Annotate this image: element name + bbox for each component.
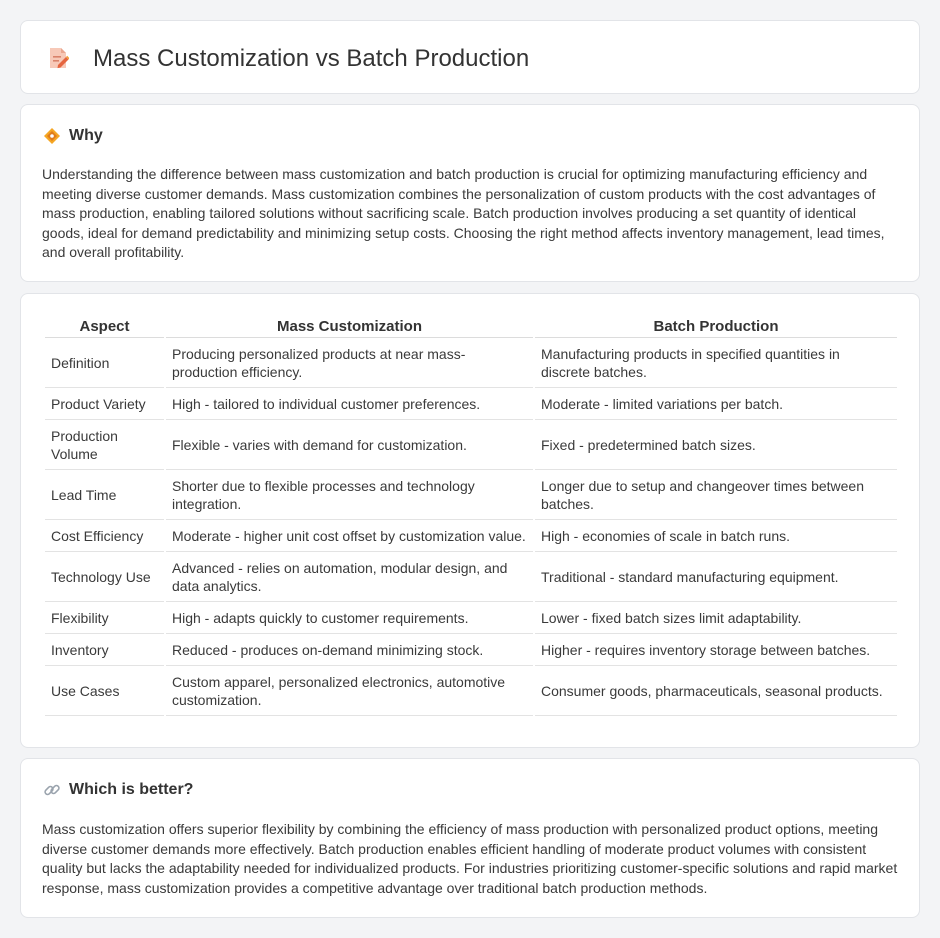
aspect-cell: Definition [45,338,164,388]
table-row [45,520,897,552]
mass-cell: Custom apparel, personalized electronics, automotive customization. [166,666,533,716]
header-mass-customization: Mass Customization [166,316,533,338]
table-row [45,552,897,602]
document-edit-icon [47,46,69,70]
batch-cell: Lower - fixed batch sizes limit adaptability. [535,602,897,634]
aspect-cell: Lead Time [45,470,164,520]
better-heading: Which is better? [69,781,194,798]
mass-cell: Moderate - higher unit cost offset by customization value. [166,520,533,552]
aspect-cell: Production Volume [45,420,164,470]
why-text: Understanding the difference between mass customization and batch production is crucial for optimizing manufacturing efficiency and meeting diverse customer demands. Mass customization combines the personalization of custom products with the cost advantages of mass production, enabling tailored solutions without sacrificing scale. Batch production involves producing a set quantity of identical goods, ideal for demand predictability and minimizing setup costs. Choosing the right method affects inventory management, lead times, and overall profitability. [42,166,885,261]
mass-cell: Reduced - produces on-demand minimizing stock. [166,634,533,666]
batch-cell: Longer due to setup and changeover times between batches. [535,470,897,520]
better-text: Mass customization offers superior flexibility by combining the efficiency of mass production with personalized product options, meeting diverse customer demands more effectively. Batch production enables efficient handling of moderate product volumes with consistent quality but lacks the adaptability needed for individualized products. For industries prioritizing customer-specific solutions and rapid market response, mass customization provides a competitive advantage over traditional batch production methods. [42,821,898,896]
header-batch-production: Batch Production [535,316,897,338]
better-heading-row [43,781,193,799]
batch-cell: Traditional - standard manufacturing equipment. [535,552,897,602]
why-heading: Why [69,127,103,144]
table-row [45,388,897,420]
diamond-icon [43,127,61,145]
which-is-better-section [20,758,920,918]
mass-cell: High - tailored to individual customer preferences. [166,388,533,420]
page-title: Mass Customization vs Batch Production [93,45,530,72]
aspect-cell: Technology Use [45,552,164,602]
batch-cell: Consumer goods, pharmaceuticals, seasonal products. [535,666,897,716]
title-card [20,20,920,94]
batch-cell: Higher - requires inventory storage between batches. [535,634,897,666]
mass-cell: Shorter due to flexible processes and technology integration. [166,470,533,520]
why-section [20,104,920,282]
link-icon [43,781,61,799]
table-header-row [45,316,897,338]
table-row [45,666,897,716]
table-row [45,338,897,388]
batch-cell: High - economies of scale in batch runs. [535,520,897,552]
header-aspect: Aspect [45,316,164,338]
batch-cell: Moderate - limited variations per batch. [535,388,897,420]
mass-cell: Advanced - relies on automation, modular design, and data analytics. [166,552,533,602]
batch-cell: Fixed - predetermined batch sizes. [535,420,897,470]
batch-cell: Manufacturing products in specified quantities in discrete batches. [535,338,897,388]
why-heading-row [43,127,103,145]
aspect-cell: Use Cases [45,666,164,716]
aspect-cell: Cost Efficiency [45,520,164,552]
comparison-table-card [20,293,920,748]
aspect-cell: Inventory [45,634,164,666]
aspect-cell: Product Variety [45,388,164,420]
table-row [45,634,897,666]
table-row [45,420,897,470]
mass-cell: Flexible - varies with demand for customization. [166,420,533,470]
table-row [45,602,897,634]
mass-cell: High - adapts quickly to customer requirements. [166,602,533,634]
mass-cell: Producing personalized products at near mass-production efficiency. [166,338,533,388]
comparison-table [43,316,899,716]
aspect-cell: Flexibility [45,602,164,634]
table-row [45,470,897,520]
